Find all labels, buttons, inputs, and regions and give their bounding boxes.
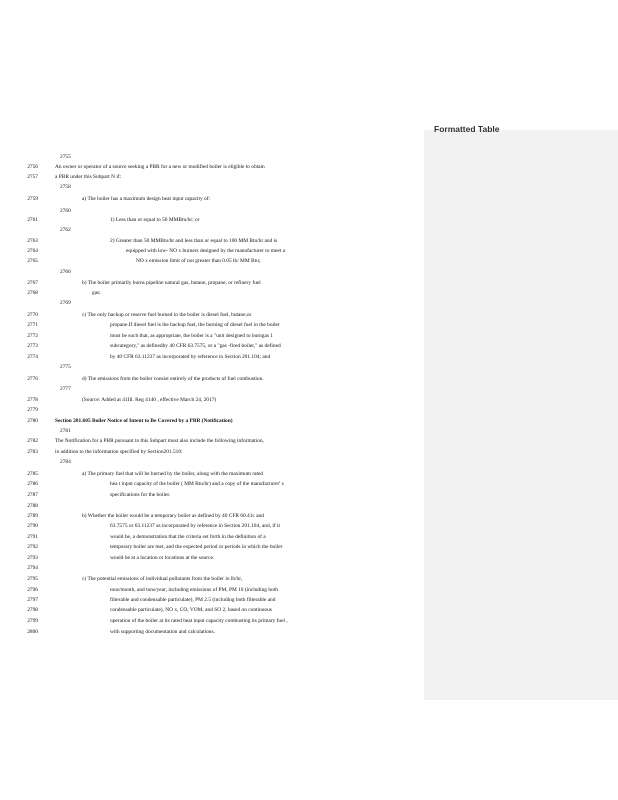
line-number: 2780 [27, 418, 38, 424]
line-number: 2792 [27, 544, 38, 550]
document-line: hea t input capacity of the boiler ( MM Btu/hr) and a copy of the manufacturer' s [110, 481, 284, 487]
line-number: 2772 [27, 333, 38, 339]
document-line: 63.7575 or 63.11237 as incorporated by reference in Section 201.104, and, if it [110, 523, 281, 529]
document-line: 2784 [60, 459, 71, 465]
line-number: 2799 [27, 618, 38, 624]
document-line: c) The only backup or reserve fuel burned in the boiler is diesel fuel, butane,or [82, 312, 252, 318]
line-number: 2765 [27, 258, 38, 264]
line-number: 2797 [27, 597, 38, 603]
line-number: 2770 [27, 312, 38, 318]
document-line: subcategory," as definedby 40 CFR 63.7575, or a "gas -fired boiler," as defined [110, 343, 281, 349]
document-line: 2766 [60, 269, 71, 275]
document-line: b) The boiler primarily burns pipeline natural gas, butane, propane, or refinery fuel [82, 280, 261, 286]
document-line: 2758 [60, 184, 71, 190]
document-line: temporary boiler are met, and the expected period or periods in which the boiler [110, 544, 283, 550]
line-number: 2778 [27, 397, 38, 403]
line-number: 2771 [27, 322, 38, 328]
document-line: by 40 CFR 63.11237 as incorporated by reference in Section 201.104; and [110, 354, 271, 360]
line-number: 2776 [27, 376, 38, 382]
document-line: specifications for the boiler. [110, 492, 171, 498]
document-line: would be, a demonstration that the criteria set forth in the definition of a [110, 534, 266, 540]
document-line: a) The boiler has a maximum design heat input capacity of: [82, 196, 211, 202]
document-line: 2769 [60, 300, 71, 306]
line-number: 2800 [27, 629, 38, 635]
line-number: 2782 [27, 438, 38, 444]
document-line: 2777 [60, 386, 71, 392]
line-number: 2773 [27, 343, 38, 349]
line-number: 2779 [27, 407, 38, 413]
line-number: 2768 [27, 290, 38, 296]
document-line: with supporting documentation and calculations. [110, 629, 215, 635]
document-line: d) The emissions from the boiler consist entirely of the products of fuel combustion. [82, 376, 264, 382]
document-line: operation of the boiler at its rated heat input capacity combusting its primary fuel , [110, 618, 288, 624]
line-number: 2774 [27, 354, 38, 360]
line-number: 2783 [27, 449, 38, 455]
document-line: must be such that, as appropriate, the boiler is a "unit designed to burngas 1 [110, 333, 273, 339]
document-line: condensable particulate), NO x, CO, VOM, and SO 2, based on continuous [110, 607, 272, 613]
line-number: 2764 [27, 248, 38, 254]
line-number: 2794 [27, 565, 38, 571]
line-number: 2796 [27, 587, 38, 593]
line-number: 2787 [27, 492, 38, 498]
document-line: 2760 [60, 208, 71, 214]
document-line: propane.If diesel fuel is the backup fuel, the burning of diesel fuel in the boiler [110, 322, 280, 328]
document-line: a) The primary fuel that will be burned by the boiler, along with the maximum rated [82, 471, 264, 477]
document-line: gas; [92, 290, 101, 296]
comment-pane [424, 0, 618, 800]
line-number: 2763 [27, 238, 38, 244]
line-number: 2767 [27, 280, 38, 286]
line-number: 2790 [27, 523, 38, 529]
comment-pane-label: Formatted Table [434, 124, 500, 134]
document-line: 2762 [60, 227, 71, 233]
line-number: 2791 [27, 534, 38, 540]
line-number: 2789 [27, 513, 38, 519]
document-line: filterable and condensable particulate), PM 2.5 (including both filterable and [110, 597, 276, 603]
line-number: 2757 [27, 174, 38, 180]
section-heading: Section 201.605 Boiler Notice of Intent to Be Covered by a PBR (Notification) [55, 418, 233, 424]
document-line: 2781 [60, 428, 71, 434]
document-line: would be at a location or locations at the source. [110, 555, 215, 561]
document-line: An owner or operator of a source seeking a PBR for a new or modified boiler is eligible to obtain [55, 164, 265, 170]
document-line: b) Whether the boiler would be a temporary boiler as defined by 40 CFR 60.41c and [82, 513, 264, 519]
document-line: 1) Less than or equal to 50 MMBtu/hr; or [110, 217, 200, 223]
document-line: equipped with low- NO x burners designed by the manufacturer to meet a [126, 248, 285, 254]
line-number: 2761 [27, 217, 38, 223]
document-line: 2755 [60, 154, 71, 160]
document-line: 2775 [60, 364, 71, 370]
line-number: 2795 [27, 576, 38, 582]
document-line: in addition to the information specified by Section201.510: [55, 449, 183, 455]
document-line: c) The potential emissions of individual pollutants from the boiler in lb/hr, [82, 576, 243, 582]
document-line: 2) Greater than 50 MMBtu/hr and less than or equal to 100 MM Btu/hr and is [110, 238, 278, 244]
line-number: 2798 [27, 607, 38, 613]
line-number: 2785 [27, 471, 38, 477]
line-number: 2793 [27, 555, 38, 561]
document-line: The Notification for a PBR pursuant to this Subpart must also include the following information, [55, 438, 264, 444]
document-line: tons/month, and tons/year, including emissions of PM, PM 10 (including both [110, 587, 278, 593]
document-line: (Source: Added at 41Ill. Reg 4140 , effective March 24, 2017) [82, 397, 217, 403]
line-number: 2759 [27, 196, 38, 202]
document-line: a PBR under this Subpart N if: [55, 174, 122, 180]
line-number: 2756 [27, 164, 38, 170]
line-number: 2786 [27, 481, 38, 487]
document-line: NO x emission limit of not greater than 0.05 lb/ MM Btu; [136, 258, 261, 264]
line-number: 2788 [27, 503, 38, 509]
